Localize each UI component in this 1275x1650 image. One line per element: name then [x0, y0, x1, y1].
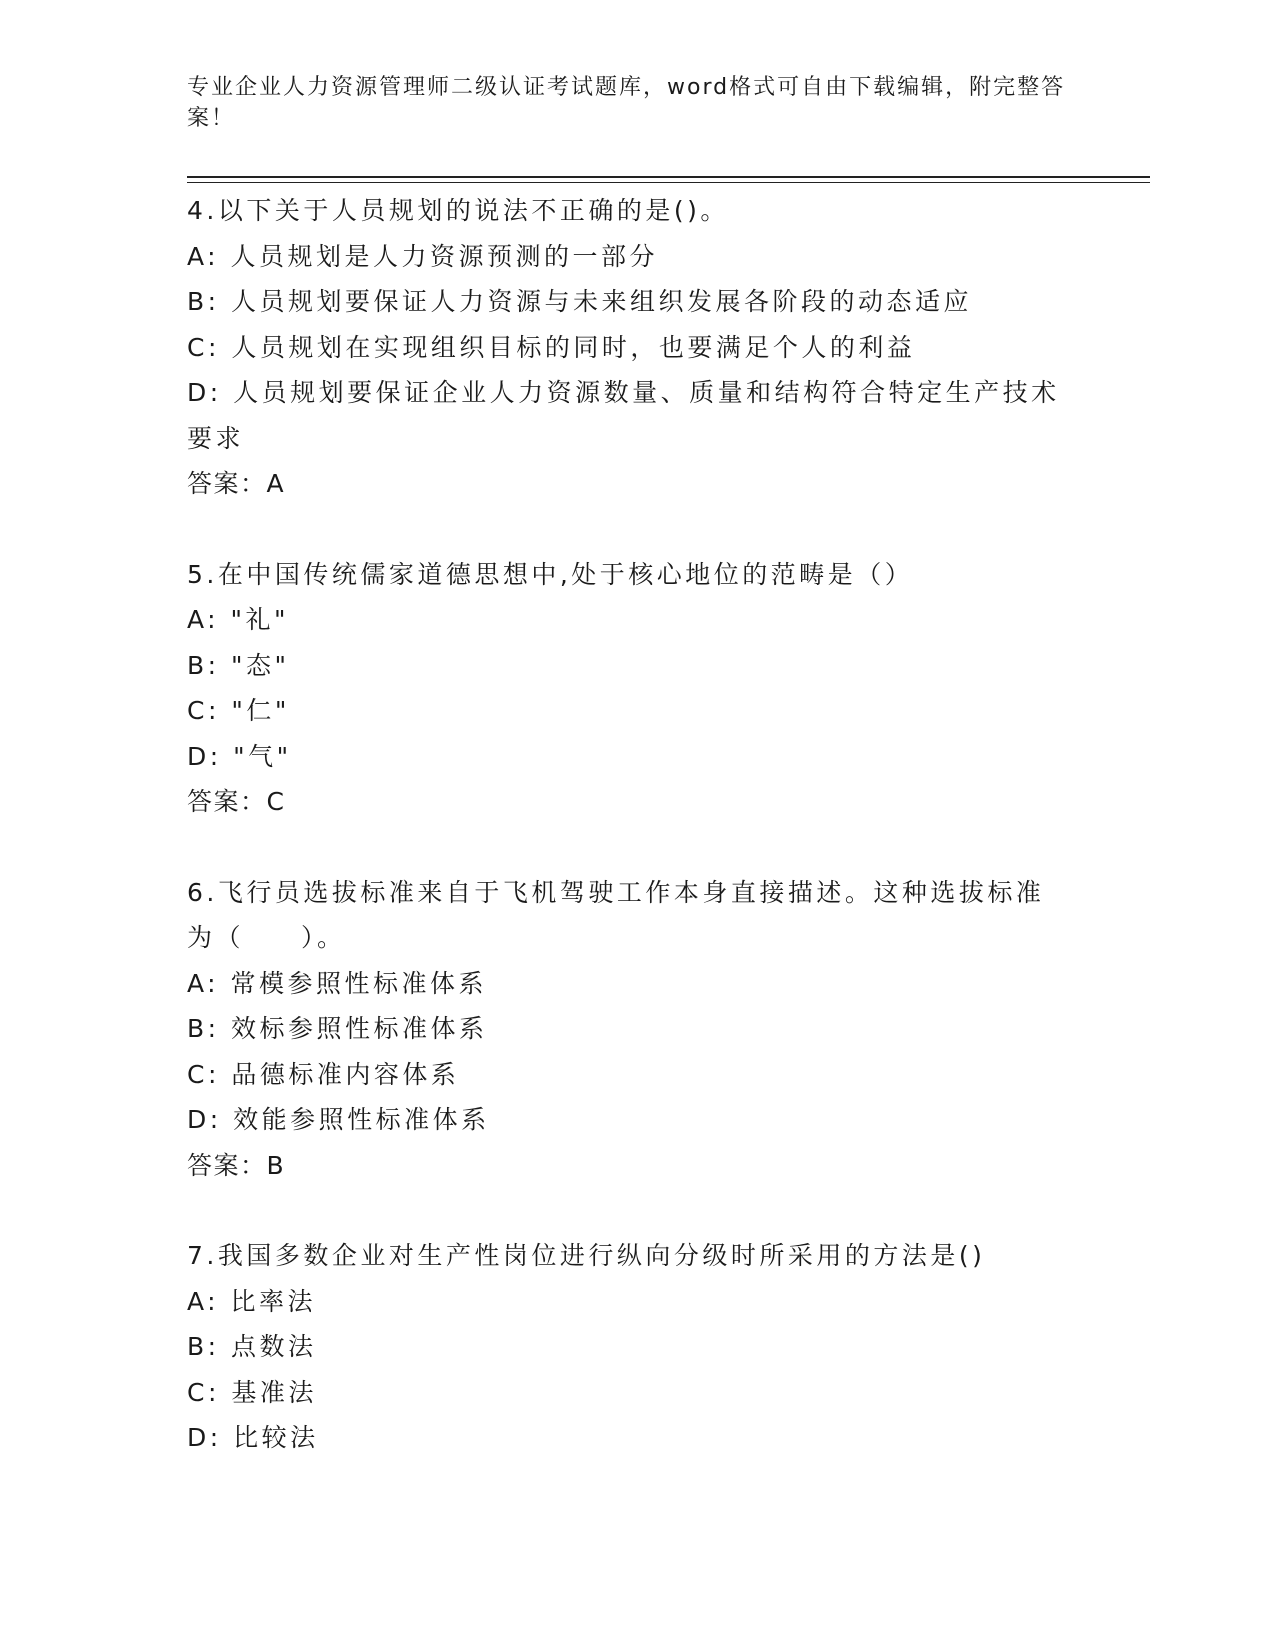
option-d: D: 比较法 [187, 1423, 319, 1452]
answer-label: 答案：A [187, 469, 286, 498]
question-stem: 7.我国多数企业对生产性岗位进行纵向分级时所采用的方法是() [187, 1241, 986, 1270]
option-d: D: 人员规划要保证企业人力资源数量、质量和结构符合特定生产技术要求 [187, 378, 1060, 453]
option-b: B: 效标参照性标准体系 [187, 1014, 488, 1043]
question-4 [187, 188, 1067, 507]
question-6 [187, 870, 1067, 1189]
question-5 [187, 552, 1067, 825]
option-c: C: 基准法 [187, 1377, 317, 1407]
question-7 [187, 1233, 1067, 1461]
question-spacer [187, 1188, 1067, 1233]
option-d: D: "气" [187, 741, 292, 771]
option-a: A: 人员规划是人力资源预测的一部分 [187, 241, 659, 271]
question-stem: 6.飞行员选拔标准来自于飞机驾驶工作本身直接描述。这种选拔标准为（ ）。 [187, 877, 1045, 952]
question-spacer [187, 825, 1067, 870]
answer-label: 答案：C [187, 787, 286, 816]
question-stem: 4.以下关于人员规划的说法不正确的是()。 [187, 196, 729, 225]
option-a: A: 常模参照性标准体系 [187, 968, 488, 998]
option-a: A: 比率法 [187, 1286, 317, 1316]
option-a: A: "礼" [187, 605, 290, 634]
option-d: D: 效能参照性标准体系 [187, 1105, 490, 1134]
question-list [187, 188, 1067, 1461]
header-note: 专业企业人力资源管理师二级认证考试题库，word格式可自由下载编辑，附完整答案！ [187, 75, 1066, 131]
option-b: B: "态" [187, 650, 290, 680]
question-stem: 5.在中国传统儒家道德思想中,处于核心地位的范畴是（） [187, 559, 914, 589]
option-c: C: 品德标准内容体系 [187, 1059, 460, 1089]
option-b: B: 人员规划要保证人力资源与未来组织发展各阶段的动态适应 [187, 287, 973, 316]
option-c: C: "仁" [187, 696, 290, 725]
answer-label: 答案：B [187, 1150, 286, 1180]
question-spacer [187, 507, 1067, 552]
option-c: C: 人员规划在实现组织目标的同时，也要满足个人的利益 [187, 332, 916, 362]
option-b: B: 点数法 [187, 1332, 317, 1361]
header-rule-thin [187, 182, 1150, 183]
header-rule-thick [187, 176, 1150, 178]
